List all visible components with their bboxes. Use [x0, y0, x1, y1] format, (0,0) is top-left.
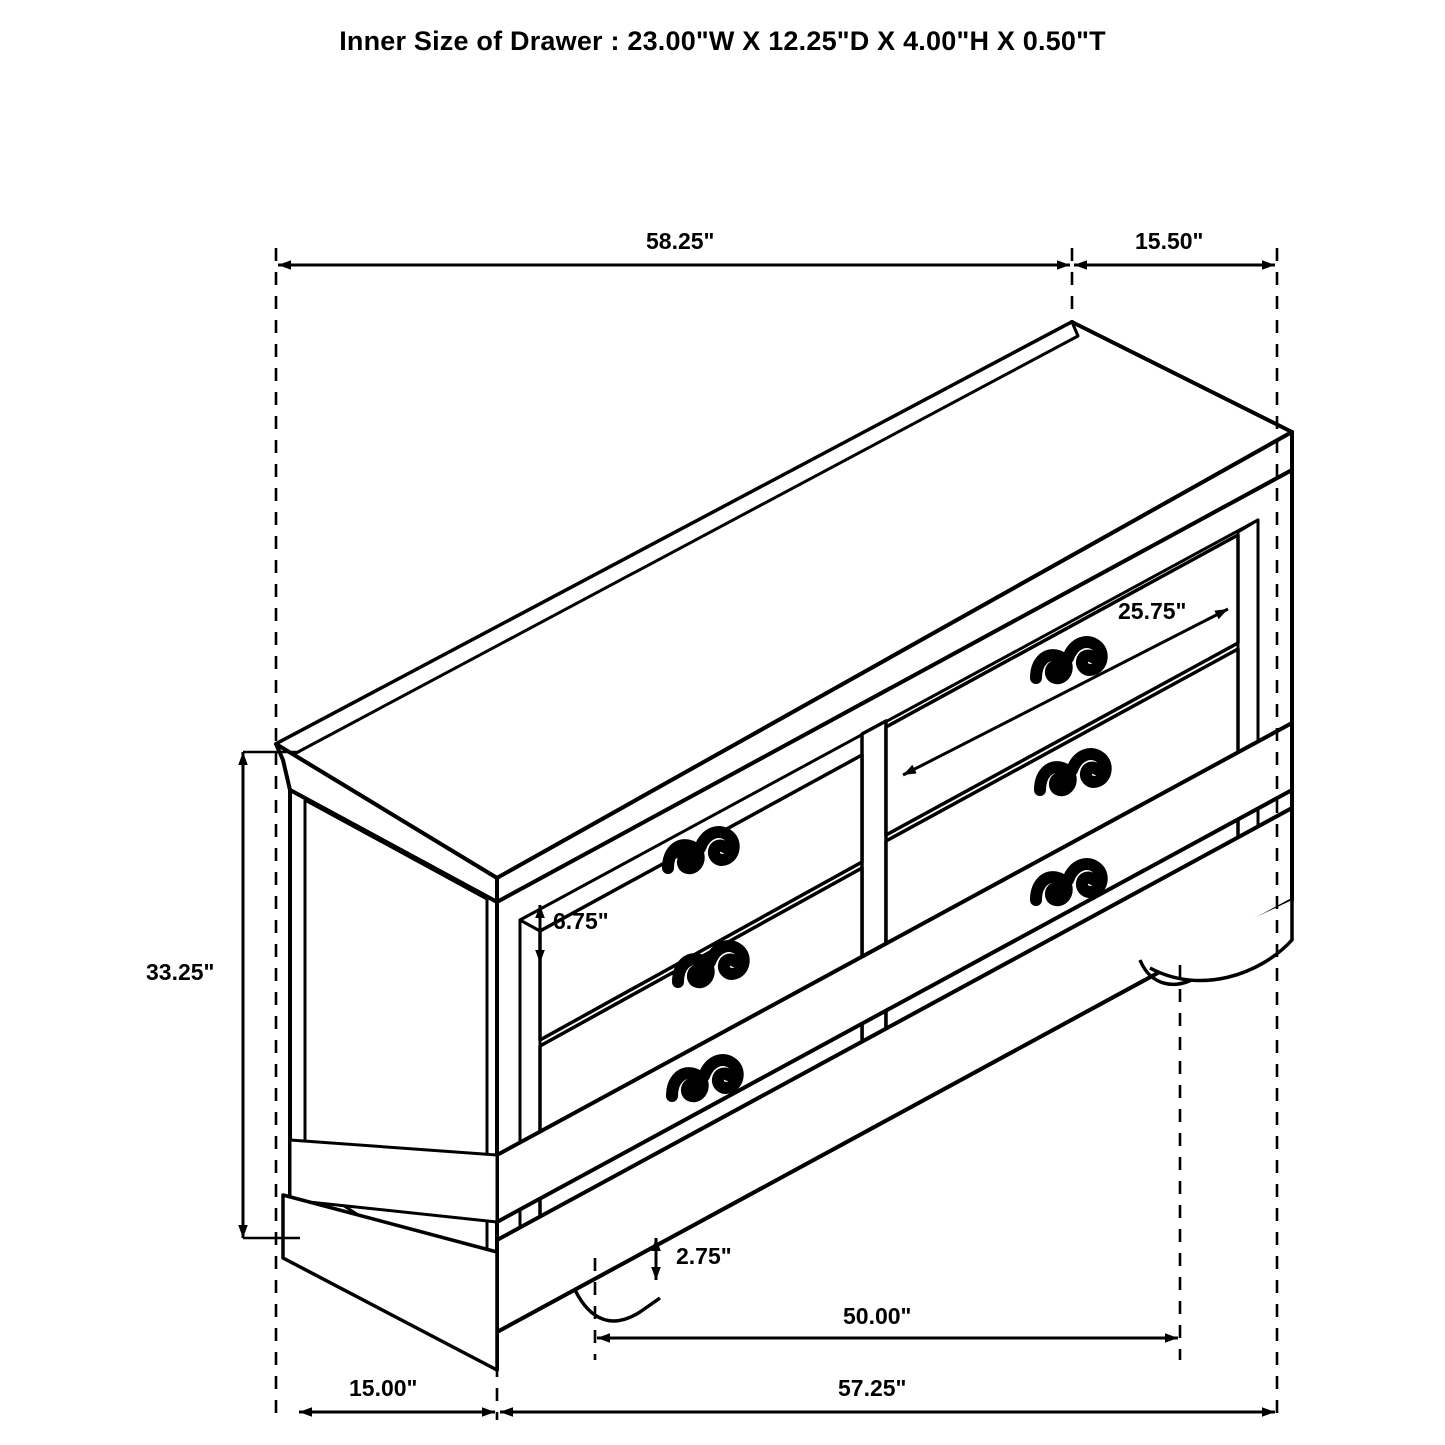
front-foot-curve — [575, 1290, 660, 1321]
dresser-illustration — [276, 322, 1292, 1370]
dimension-label-bottom-left-width: 15.00" — [349, 1375, 418, 1401]
dimension-label-base-height: 2.75" — [676, 1243, 732, 1269]
dimension-label-bottom-width: 57.25" — [838, 1375, 907, 1401]
dimension-label-drawer-height: 6.75" — [553, 908, 609, 934]
dimension-label-inner-width: 50.00" — [843, 1303, 912, 1329]
page-title: Inner Size of Drawer : 23.00"W X 12.25"D X 4.00"H X 0.50"T — [339, 26, 1106, 56]
dimension-label-depth: 25.75" — [1118, 598, 1187, 624]
dimension-label-top-width: 58.25" — [646, 228, 715, 254]
dimension-label-total-height: 33.25" — [146, 959, 215, 985]
dimension-label-top-right-width: 15.50" — [1135, 228, 1204, 254]
